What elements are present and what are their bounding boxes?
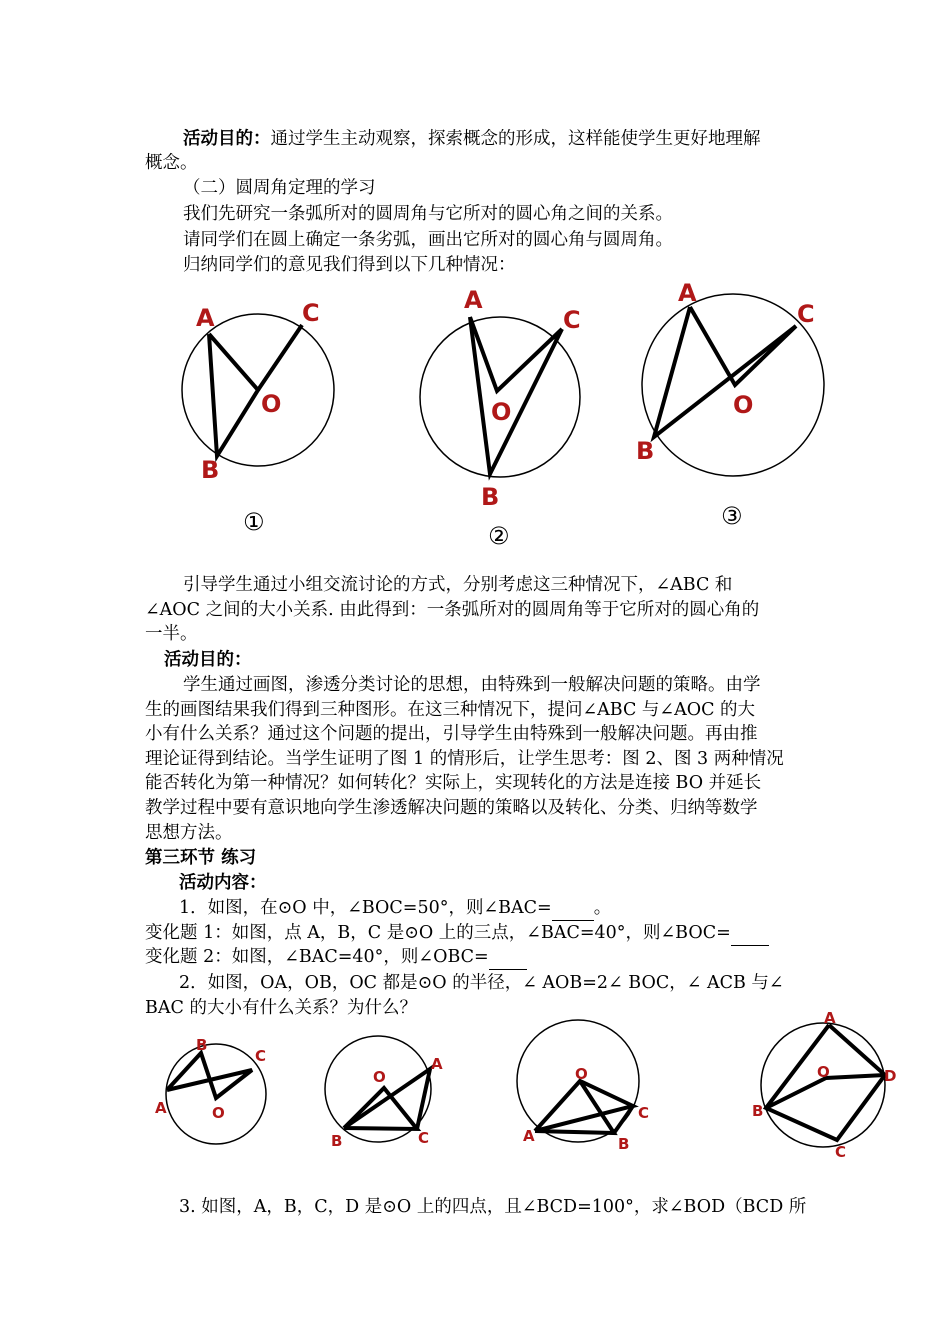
figure-5-label-o: O bbox=[373, 1068, 386, 1086]
section-heading-2: （二）圆周角定理的学习 bbox=[183, 178, 376, 198]
figure-7-label-a: A bbox=[824, 1009, 836, 1027]
question-1-text: 1．如图，在⊙O 中，∠BOC=50°，则∠BAC= bbox=[179, 898, 552, 918]
figure-7-label-d: D bbox=[884, 1067, 897, 1085]
figure-3-inscribed-angle bbox=[654, 307, 796, 437]
figure-4-label-c: C bbox=[255, 1047, 267, 1065]
variation-1 bbox=[145, 921, 769, 946]
purpose-2-line-2: 生的画图结果我们得到三种图形。在这三种情况下，提问∠ABC 与∠AOC 的大 bbox=[145, 700, 756, 720]
question-1-blank bbox=[552, 896, 594, 921]
question-2-line-1: 2．如图，OA，OB，OC 都是⊙O 的半径，∠ AOB=2∠ BOC，∠ ACB 与∠ bbox=[179, 973, 784, 993]
figure-5-label-b: B bbox=[331, 1132, 343, 1150]
figure-4-label-b: B bbox=[196, 1036, 208, 1054]
activity-content-label: 活动内容： bbox=[179, 873, 267, 893]
question-3: 3. 如图，A，B，C，D 是⊙O 上的四点，且∠BCD=100°，求∠BOD（BCD 所 bbox=[179, 1197, 807, 1217]
paragraph-3: 归纳同学们的意见我们得到以下几种情况： bbox=[183, 255, 516, 275]
figure-2-label-c: C bbox=[563, 306, 581, 334]
figure-2-label-a: A bbox=[464, 286, 483, 314]
figure-7 bbox=[761, 1023, 885, 1147]
figure-3-label-o: O bbox=[733, 391, 754, 419]
figure-6-label-o: O bbox=[575, 1065, 588, 1083]
figure-3-label-c: C bbox=[797, 300, 815, 328]
question-1-end: 。 bbox=[593, 898, 612, 918]
figure-7-label-o: O bbox=[817, 1063, 830, 1081]
figure-1-label-a: A bbox=[196, 304, 215, 332]
figure-4 bbox=[166, 1044, 266, 1144]
figure-1-label-c: C bbox=[302, 299, 320, 327]
discussion-line-3: 一半。 bbox=[145, 624, 198, 644]
figure-2-label-o: O bbox=[491, 398, 512, 426]
purpose-2-label: 活动目的： bbox=[164, 650, 252, 670]
figure-5 bbox=[325, 1036, 431, 1142]
figure-3-label-a: A bbox=[678, 279, 697, 307]
figure-2 bbox=[420, 317, 580, 477]
discussion-line-2: ∠AOC 之间的大小关系. 由此得到：一条弧所对的圆周角等于它所对的圆心角的 bbox=[145, 600, 760, 620]
figure-7-label-c: C bbox=[835, 1143, 847, 1161]
purpose-2-line-4: 理论证得到结论。当学生证明了图 1 的情形后，让学生思考：图 2、图 3 两种情况 bbox=[145, 749, 784, 769]
figure-7-label-b: B bbox=[752, 1102, 764, 1120]
figure-5-label-a: A bbox=[431, 1055, 443, 1073]
paragraph-2: 请同学们在圆上确定一条劣弧，画出它所对的圆心角与圆周角。 bbox=[183, 230, 673, 250]
purpose-2-line-3: 小有什么关系？通过这个问题的提出，引导学生由特殊到一般解决问题。再由推 bbox=[145, 724, 758, 744]
figure-3-number: ③ bbox=[721, 502, 743, 530]
purpose-2-line-7: 思想方法。 bbox=[145, 823, 233, 843]
figure-1-label-b: B bbox=[201, 456, 220, 484]
figure-4-label-a: A bbox=[155, 1099, 167, 1117]
figure-1-number: ① bbox=[243, 508, 265, 536]
figure-1-label-o: O bbox=[261, 390, 282, 418]
figure-5-inscribed bbox=[344, 1069, 430, 1129]
purpose-line-2: 概念。 bbox=[145, 153, 198, 173]
figure-6-label-a: A bbox=[523, 1127, 535, 1145]
purpose-label: 活动目的： bbox=[183, 129, 271, 149]
figure-3-central-angle bbox=[690, 307, 796, 385]
figure-1-radius-oc bbox=[258, 325, 302, 390]
figure-5-label-c: C bbox=[418, 1129, 430, 1147]
figure-2-number: ② bbox=[488, 522, 510, 550]
variation-2-blank bbox=[489, 945, 527, 970]
purpose-2-line-5: 能否转化为第一种情况？如何转化？实际上，实现转化的方法是连接 BO 并延长 bbox=[145, 773, 762, 793]
question-1 bbox=[179, 896, 611, 921]
section-heading-3: 第三环节 练习 bbox=[145, 848, 257, 868]
figure-4-label-o: O bbox=[212, 1104, 225, 1122]
figure-6-label-b: B bbox=[618, 1135, 630, 1153]
paragraph-1: 我们先研究一条弧所对的圆周角与它所对的圆心角之间的关系。 bbox=[183, 204, 673, 224]
figure-1 bbox=[182, 314, 334, 466]
variation-1-text: 变化题 1：如图，点 A，B，C 是⊙O 上的三点，∠BAC=40°，则∠BOC= bbox=[145, 923, 731, 943]
purpose-text: 通过学生主动观察，探索概念的形成，这样能使学生更好地理解 bbox=[270, 129, 761, 149]
variation-2 bbox=[145, 945, 527, 970]
figure-2-label-b: B bbox=[481, 483, 500, 511]
figure-3-label-b: B bbox=[636, 437, 655, 465]
purpose-2-line-1: 学生通过画图，渗透分类讨论的思想，由特殊到一般解决问题的策略。由学 bbox=[183, 675, 761, 695]
variation-2-text: 变化题 2：如图，∠BAC=40°，则∠OBC= bbox=[145, 947, 489, 967]
question-2-line-2: BAC 的大小有什么关系？为什么？ bbox=[145, 998, 417, 1018]
discussion-line-1: 引导学生通过小组交流讨论的方式，分别考虑这三种情况下，∠ABC 和 bbox=[183, 575, 733, 595]
purpose-2-line-6: 教学过程中要有意识地向学生渗透解决问题的策略以及转化、分类、归纳等数学 bbox=[145, 798, 758, 818]
figure-6-label-c: C bbox=[638, 1104, 650, 1122]
figure-1-angle-lines bbox=[209, 334, 258, 456]
variation-1-blank bbox=[731, 921, 769, 946]
figure-7-circle bbox=[761, 1023, 885, 1147]
